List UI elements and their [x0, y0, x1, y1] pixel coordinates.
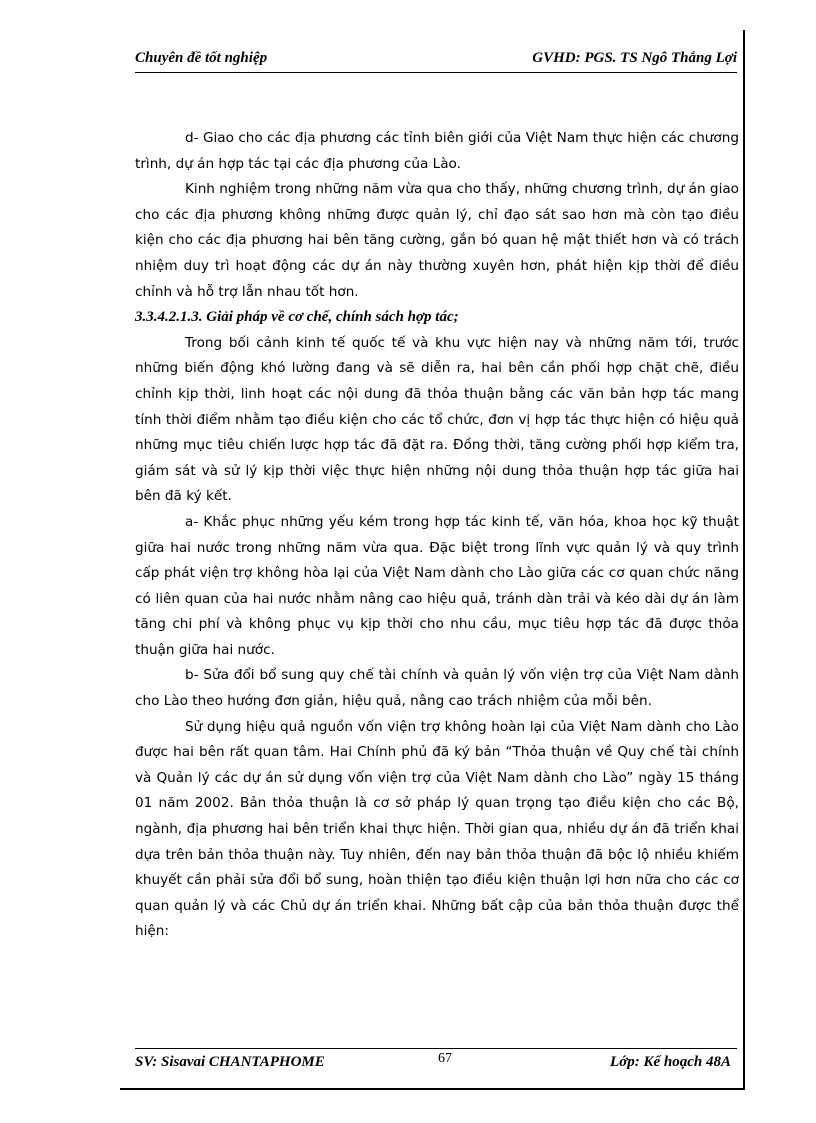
header-thesis-title: Chuyên đề tốt nghiệp	[135, 50, 268, 66]
document-body	[135, 126, 739, 945]
paragraph-experience: Kinh nghiệm trong những năm vừa qua cho thấy, những chương trình, dự án giao cho các địa phương không những được quản lý, chỉ đạo sát sao hơn mà còn tạo điều kiện cho các địa phương hai bên tăng cường, gắn bó quan hệ mật thiết hơn và có trách nhiệm duy trì hoạt động các dự án này thường xuyên hơn, phát hiện kịp thời để điều chỉnh và hỗ trợ lẫn nhau tốt hơn.	[135, 181, 739, 300]
page-header	[135, 48, 737, 73]
paragraph-d-local-programs: d- Giao cho các địa phương các tỉnh biên giới của Việt Nam thực hiện các chương trình, dự án hợp tác tại các địa phương của Lào.	[135, 130, 739, 172]
footer-student: SV: Sisavai CHANTAPHOME	[135, 1054, 325, 1070]
header-supervisor: GVHD: PGS. TS Ngô Thắng Lợi	[532, 50, 737, 66]
section-heading: 3.3.4.2.1.3. Giải pháp về cơ chế, chính sách hợp tác;	[135, 309, 459, 326]
paragraph-b-amend-regulations: b- Sửa đổi bổ sung quy chế tài chính và quản lý vốn viện trợ của Việt Nam dành cho Lào theo hướng đơn giản, hiệu quả, nâng cao trách nhiệm của mỗi bên.	[135, 667, 739, 710]
paragraph-aid-usage: Sử dụng hiệu quả nguồn vốn viện trợ không hoàn lại của Việt Nam dành cho Lào được hai bên rất quan tâm. Hai Chính phủ đã ký bản “Thỏa thuận về Quy chế tài chính và Quản lý các dự án sử dụng vốn viện trợ của Việt Nam dành cho Lào” ngày 15 tháng 01 năm 2002. Bản thỏa thuận là cơ sở pháp lý quan trọng tạo điều kiện cho các Bộ, ngành, địa phương hai bên triển khai thực hiện. Thời gian qua, nhiều dự án đã triển khai dựa trên bản thỏa thuận này. Tuy nhiên, đến nay bản thỏa thuận đã bộc lộ nhiều khiếm khuyết cần phải sửa đổi bổ sung, hoàn thiện tạo điều kiện thuận lợi hơn nữa cho các cơ quan quản lý và các Chủ dự án triển khai. Những bất cập của bản thỏa thuận được thể hiện:	[135, 718, 739, 940]
footer-class: Lớp: Kế hoạch 48A	[610, 1054, 731, 1070]
page-number: 67	[438, 1051, 452, 1066]
page-footer	[135, 1048, 737, 1075]
paragraph-a-overcome-weakness: a- Khắc phục những yếu kém trong hợp tác kinh tế, văn hóa, khoa học kỹ thuật giữa hai nước trong những năm vừa qua. Đặc biệt trong lĩnh vực quản lý và quy trình cấp phát viện trợ không hòa lại của Việt Nam dành cho Lào giữa các cơ quan chức năng có liên quan của hai nước nhằm nâng cao hiệu quả, tránh dàn trải và kéo dài dự án làm tăng chi phí và không phục vụ kịp thời cho nhu cầu, mục tiêu hợp tác đã được thỏa thuận giữa hai nước.	[135, 513, 739, 658]
paragraph-context: Trong bối cảnh kinh tế quốc tế và khu vực hiện nay và những năm tới, trước những biến động khó lường đang và sẽ diễn ra, hai bên cần phối hợp chặt chẽ, điều chỉnh kịp thời, linh hoạt các nội dung đã thỏa thuận bằng các văn bản hợp tác mang tính thời điểm nhằm tạo điều kiện cho các tổ chức, đơn vị hợp tác thực hiện có hiệu quả những mục tiêu chiến lược hợp tác đã đặt ra. Đồng thời, tăng cường phối hợp kiểm tra, giám sát và sử lý kịp thời việc thực hiện những nội dung thỏa thuận hợp tác giữa hai bên đã ký kết.	[135, 334, 739, 505]
